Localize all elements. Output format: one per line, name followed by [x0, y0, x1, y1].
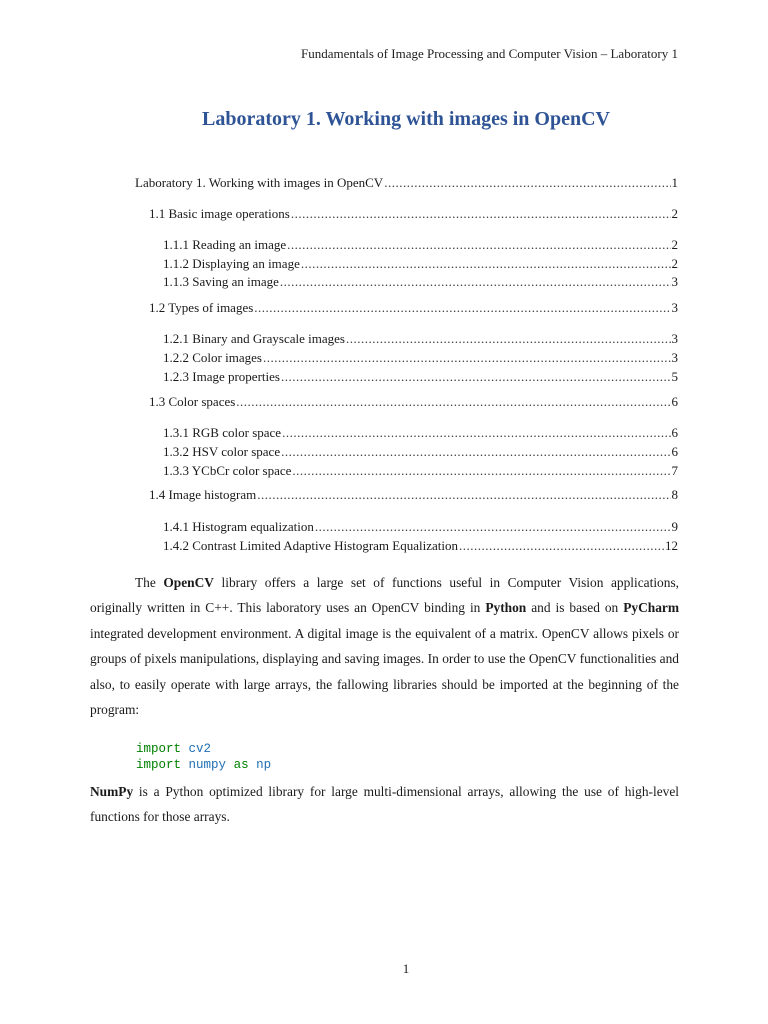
toc-entry[interactable]	[135, 174, 678, 192]
toc-leader	[236, 393, 670, 411]
intro-text: and is based on	[526, 600, 624, 616]
toc-page: 8	[671, 487, 678, 502]
numpy-text: is a Python optimized library for large multi-dimensional arrays, allowing the use of high-level functions for those arrays.	[90, 784, 679, 825]
toc-entry[interactable]	[163, 462, 678, 480]
page-number: 1	[402, 961, 410, 976]
toc-label: 1.2.3 Image properties	[163, 369, 280, 384]
toc-leader	[315, 518, 671, 536]
toc-leader	[254, 299, 670, 317]
toc-page: 3	[671, 331, 678, 346]
numpy-term: NumPy	[90, 784, 134, 799]
code-keyword: import	[136, 758, 182, 772]
code-keyword: as	[233, 758, 249, 772]
toc-entry[interactable]	[163, 424, 678, 442]
toc-page: 2	[671, 256, 678, 271]
toc-entry[interactable]	[163, 349, 678, 367]
python-term: Python	[485, 600, 527, 616]
code-keyword: import	[136, 742, 182, 756]
toc-entry[interactable]	[149, 486, 678, 504]
code-line	[136, 757, 271, 773]
toc-page: 3	[671, 350, 678, 365]
toc-label: 1.1 Basic image operations	[149, 206, 290, 221]
toc-leader	[282, 424, 670, 442]
toc-entry[interactable]	[149, 299, 678, 317]
toc-entry[interactable]	[163, 518, 678, 536]
toc-label: 1.1.3 Saving an image	[163, 274, 279, 289]
numpy-paragraph	[90, 779, 679, 830]
toc-entry[interactable]	[163, 236, 678, 254]
toc-label: 1.3 Color spaces	[149, 394, 236, 409]
toc-leader	[291, 205, 671, 223]
code-alias: np	[256, 758, 272, 772]
pycharm-term: PyCharm	[623, 600, 679, 616]
toc-label: 1.2.2 Color images	[163, 350, 262, 365]
code-line	[136, 741, 271, 757]
toc-entry[interactable]	[149, 393, 678, 411]
document-title: Laboratory 1. Working with images in OpenCV	[202, 108, 610, 130]
toc-label: 1.3.3 YCbCr color space	[163, 463, 292, 478]
toc-page: 6	[671, 394, 678, 409]
toc-page: 2	[671, 206, 678, 221]
toc-page: 2	[671, 237, 678, 252]
toc-label: 1.3.1 RGB color space	[163, 425, 282, 440]
toc-label: 1.2.1 Binary and Grayscale images	[163, 331, 345, 346]
toc-entry[interactable]	[163, 443, 678, 461]
toc-page: 6	[671, 444, 678, 459]
toc-label: Laboratory 1. Working with images in OpenCV	[135, 175, 384, 190]
toc-leader	[257, 486, 670, 504]
toc-leader	[281, 368, 671, 386]
toc-label: 1.4 Image histogram	[149, 487, 257, 502]
toc-page: 9	[671, 519, 678, 534]
code-block	[136, 741, 271, 773]
code-module: numpy	[188, 758, 227, 772]
toc-leader	[280, 273, 671, 291]
toc-page: 7	[671, 463, 678, 478]
intro-text: integrated development environment. A digital image is the equivalent of a matrix. OpenCV allows pixels or groups of pixels manipulations, displaying and saving images. In order to use the OpenCV functionalities and also, to easily operate with large arrays, the fallowing libraries should be imported at the beginning of the program:	[90, 625, 679, 718]
toc-label: 1.1.1 Reading an image	[163, 237, 287, 252]
opencv-term: OpenCV	[163, 575, 214, 590]
toc-label: 1.2 Types of images	[149, 300, 254, 315]
intro-text: library offers a large set of functions useful in Computer Vision applications, originally written in C++. This laboratory uses an OpenCV binding in	[90, 575, 679, 616]
toc-page: 3	[671, 274, 678, 289]
toc-leader	[292, 462, 670, 480]
toc-page: 5	[671, 369, 678, 384]
toc-label: 1.1.2 Displaying an image	[163, 256, 300, 271]
toc-label: 1.3.2 HSV color space	[163, 444, 281, 459]
toc-leader	[346, 330, 671, 348]
toc-page: 6	[671, 425, 678, 440]
toc-label: 1.4.1 Histogram equalization	[163, 519, 314, 534]
intro-paragraph	[90, 570, 679, 722]
toc-entry[interactable]	[163, 330, 678, 348]
toc-leader	[281, 443, 670, 461]
toc-entry[interactable]	[163, 255, 678, 273]
running-header: Fundamentals of Image Processing and Computer Vision – Laboratory 1	[301, 46, 678, 61]
toc-page: 12	[665, 538, 678, 553]
toc-leader	[384, 174, 670, 192]
toc-entry[interactable]	[163, 368, 678, 386]
toc-leader	[287, 236, 670, 254]
toc-label: 1.4.2 Contrast Limited Adaptive Histogram Equalization	[163, 538, 458, 553]
toc-entry[interactable]	[163, 537, 678, 555]
toc-leader	[263, 349, 671, 367]
toc-entry[interactable]	[163, 273, 678, 291]
toc-leader	[459, 537, 664, 555]
toc-leader	[301, 255, 671, 273]
code-module: cv2	[188, 742, 212, 756]
toc-page: 1	[671, 175, 678, 190]
toc-page: 3	[671, 300, 678, 315]
toc-entry[interactable]	[149, 205, 678, 223]
intro-text: The	[135, 575, 164, 590]
